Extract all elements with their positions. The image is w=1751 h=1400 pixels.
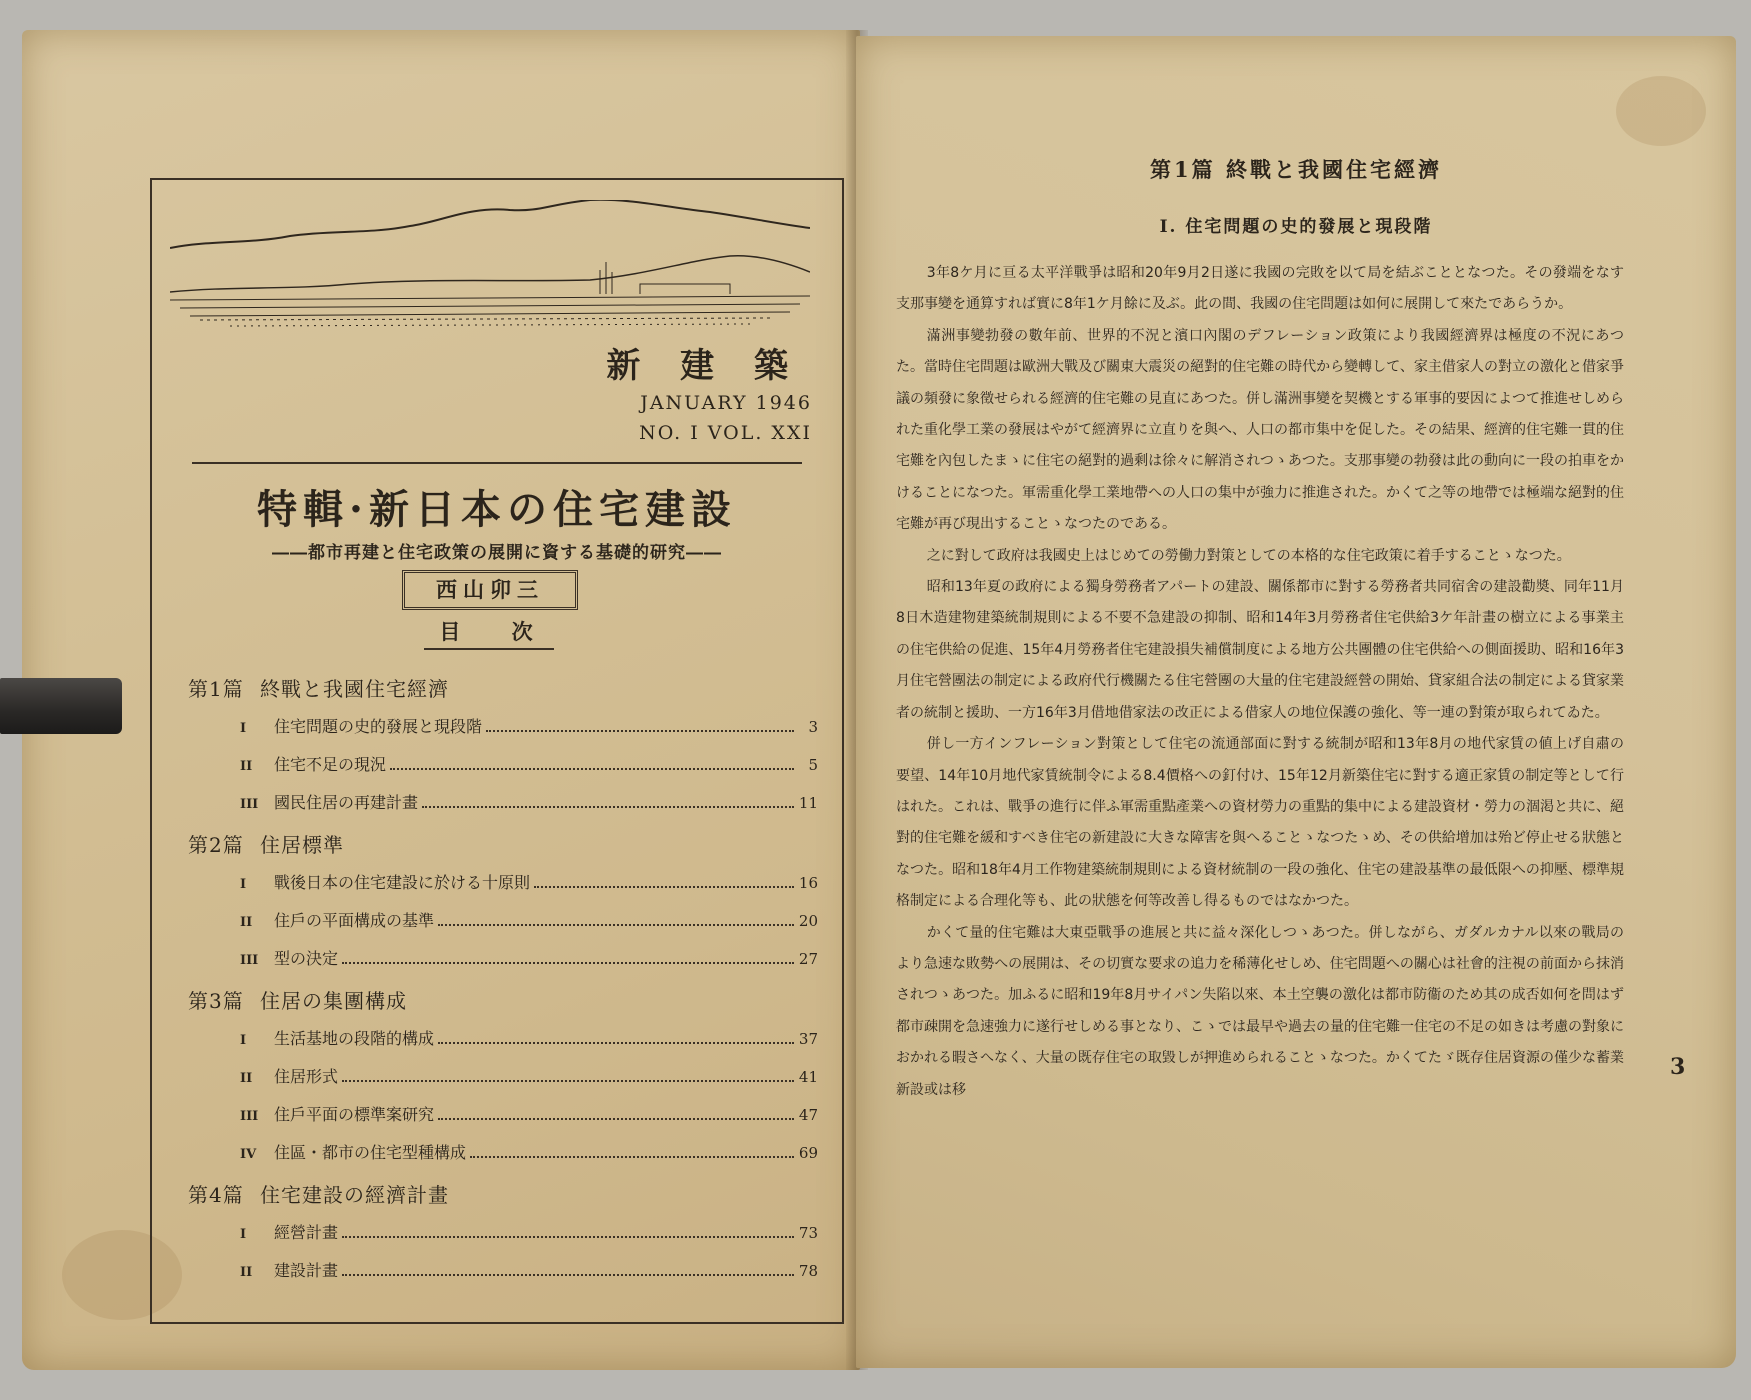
contents-frame	[150, 178, 844, 1324]
entry-roman: IV	[240, 1147, 257, 1162]
skyline-illustration	[170, 200, 810, 350]
entry-title: 型の決定	[274, 949, 339, 968]
entry-page: 11	[798, 794, 818, 812]
section-title: I. 住宅問題の史的發展と現段階	[1159, 217, 1433, 237]
entry-page: 3	[808, 718, 818, 736]
part-title: 住宅建設の經濟計畫	[260, 1183, 449, 1207]
entry-title: 住戶の平面構成の基準	[274, 911, 435, 930]
part-number: 第3篇	[188, 989, 244, 1013]
entry-title: 住居形式	[274, 1067, 339, 1086]
part-number: 第1篇	[188, 677, 244, 701]
entry-page: 5	[808, 756, 818, 774]
toc-part	[188, 826, 818, 978]
toc-entry	[188, 1214, 818, 1252]
paragraph: 併し一方インフレーション對策として住宅の流通部面に對する統制が昭和13年8月の地代家賃の値上げ自肅の要望、14年10月地代家賃統制令による8.4價格への釘付け、15年12月新築住宅に對する適正家賃の制定等として行はれた。これは、戰爭の進行に伴ふ軍需重點產業への資材勞力の重點的集中による建設資材・勞力の涸渇と共に、絕對的住宅難を緩和すべき住宅の新建設に大きな障害を與へることゝなつたゝめ、その供給增加は殆ど停止せる狀態となつた。昭和18年4月工作物建築統制規則による資材統制の一段の強化、住宅の建設基準の最低限への抑壓、標準規格制定による合理化等も、此の狀態を何等改善し得るものではなかつた。	[896, 736, 1624, 910]
leader-dots	[342, 962, 794, 964]
entry-title: 國民住居の再建計畫	[274, 793, 419, 812]
body-text	[896, 258, 1624, 1106]
entry-page: 41	[798, 1068, 818, 1086]
chapter-title: 第1篇 終戰と我國住宅經濟	[1150, 157, 1442, 182]
entry-page: 73	[798, 1224, 818, 1242]
leader-dots	[342, 1274, 794, 1276]
toc-part	[188, 670, 818, 822]
entry-roman: I	[240, 877, 247, 892]
toc-entry	[188, 784, 818, 822]
entry-roman: II	[240, 1071, 253, 1086]
entry-title: 住宅不足の現況	[274, 755, 387, 774]
issue-month: JANUARY 1946	[640, 392, 812, 414]
toc-heading-rule	[424, 648, 554, 650]
toc-entry	[188, 1020, 818, 1058]
entry-roman: II	[240, 915, 253, 930]
leader-dots	[438, 924, 794, 926]
paragraph: 之に對して政府は我國史上はじめての勞働力對策としての本格的な住宅政策に着手することゝなつた。	[926, 547, 1571, 564]
toc-heading: 目 次	[439, 619, 555, 644]
toc-entry	[188, 864, 818, 902]
header-rule	[192, 462, 802, 464]
part-title: 終戰と我國住宅經濟	[260, 677, 449, 701]
entry-roman: I	[240, 1033, 247, 1048]
entry-title: 戰後日本の住宅建設に於ける十原則	[274, 873, 531, 892]
toc-entry	[188, 940, 818, 978]
author-name: 西山卯三	[402, 570, 578, 610]
feature-title: 特輯·新日本の住宅建設	[257, 486, 737, 533]
leader-dots	[390, 768, 794, 770]
toc-entry	[188, 1134, 818, 1172]
leader-dots	[534, 886, 794, 888]
entry-page: 69	[798, 1144, 818, 1162]
entry-roman: II	[240, 1265, 253, 1280]
part-title: 住居標準	[260, 833, 344, 857]
toc-entry	[188, 902, 818, 940]
leader-dots	[438, 1118, 794, 1120]
leader-dots	[422, 806, 794, 808]
entry-roman: III	[240, 1109, 259, 1124]
entry-title: 住區・都市の住宅型種構成	[274, 1143, 467, 1162]
issue-number: NO. I VOL. XXI	[639, 422, 812, 444]
entry-title: 經營計畫	[274, 1223, 339, 1242]
leader-dots	[342, 1080, 794, 1082]
paragraph: 滿洲事變勃發の數年前、世界的不況と濱口內閣のデフレーション政策により我國經濟界は極度の不況にあつた。當時住宅問題は歐洲大戰及び關東大震災の絕對的住宅難の時代から變轉して、家主借家人の對立の激化と借家爭議の頻發に象徵せられる經濟的住宅難の見直にあつた。併し滿洲事變を契機とする軍事的要因によつて推進せしめられた重化學工業の發展はやがて經濟界に立直りを與へ、人口の都市集中を促した。その結果、經濟的住宅難一貫的住宅難を內包したまゝに住宅の絕對的過剩は徐々に解消されつゝあつた。支那事變の勃發は此の動向に一段の拍車をかけることになつた。軍需重化學工業地帶への人口の集中が強力に推進された。かくて之等の地帶では極端な絕對的住宅難が再び現出することゝなつたのである。	[896, 327, 1624, 533]
entry-roman: III	[240, 953, 259, 968]
paragraph: 3年8ケ月に亘る太平洋戰爭は昭和20年9月2日遂に我國の完敗を以て局を結ぶこととなつた。その發端をなす支那事變を通算すれば實に8年1ケ月餘に及ぶ。此の間、我國の住宅問題は如何に展開して來たであらうか。	[896, 265, 1624, 313]
entry-roman: I	[240, 721, 247, 736]
paper-stain	[1616, 76, 1706, 146]
entry-page: 78	[798, 1262, 818, 1280]
entry-title: 住戶平面の標準案研究	[274, 1105, 435, 1124]
toc-part	[188, 982, 818, 1172]
toc-entry	[188, 1096, 818, 1134]
leader-dots	[486, 730, 794, 732]
part-number: 第4篇	[188, 1183, 244, 1207]
binder-clip	[0, 678, 122, 734]
page-number: 3	[1670, 1054, 1686, 1080]
right-page	[856, 36, 1736, 1368]
entry-roman: III	[240, 797, 259, 812]
toc-entry	[188, 746, 818, 784]
toc-entry	[188, 708, 818, 746]
paragraph: かくて量的住宅難は大東亞戰爭の進展と共に益々深化しつゝあつた。併しながら、ガダルカナル以來の戰局のより急速な敗勢への展開は、その切實な要求の追力を稀薄化せしめ、住宅問題への關心は社會的注視の前面から抹消されつゝあつた。加ふるに昭和19年8月サイパン失陷以來、本土空襲の激化は都市防衞のため其の成否如何を問はず都市疎開を急速強力に遂行せしめる事となり、こゝでは最早や過去の量的住宅難一住宅の不足の如きは考慮の對象におかれる暇さへなく、大量の既存住宅の取毀しが押進められることゝなつた。かくてたゞ既存住居資源の僅少な蓄業新設或は移	[896, 924, 1624, 1098]
entry-page: 16	[798, 874, 818, 892]
feature-subtitle: ――都市再建と住宅政策の展開に資する基礎的研究――	[272, 543, 722, 563]
toc-part	[188, 1176, 818, 1290]
entry-page: 20	[798, 912, 818, 930]
leader-dots	[438, 1042, 794, 1044]
entry-page: 27	[798, 950, 818, 968]
paragraph: 昭和13年夏の政府による獨身勞務者アパートの建設、關係都市に對する勞務者共同宿舍の建設勸奬、同年11月8日木造建物建築統制規則による不要不急建設の抑制、昭和14年3月勞務者住宅供給3ケ年計畫の樹立による事業主の住宅供給の促進、15年4月勞務者住宅建設損失補償制度による地方公共團體の住宅供給への側面援助、昭和16年3月住宅營團法の制定による政府代行機關たる住宅營團の大量的住宅建設經營の開始、貸家組合法の制定による貸家業者の統制と援助、一方16年3月借地借家法の改正による借家人の地位保護の強化、等一連の對策が取られてゐた。	[896, 579, 1624, 721]
entry-page: 37	[798, 1030, 818, 1048]
entry-roman: I	[240, 1227, 247, 1242]
leader-dots	[470, 1156, 794, 1158]
part-number: 第2篇	[188, 833, 244, 857]
entry-page: 47	[798, 1106, 818, 1124]
entry-title: 住宅問題の史的發展と現段階	[274, 717, 483, 736]
entry-roman: II	[240, 759, 253, 774]
entry-title: 建設計畫	[274, 1261, 339, 1280]
toc-entry	[188, 1252, 818, 1290]
issue-info	[639, 388, 812, 448]
leader-dots	[342, 1236, 794, 1238]
table-of-contents	[188, 666, 818, 1290]
left-page	[22, 30, 860, 1370]
entry-title: 生活基地の段階的構成	[274, 1029, 435, 1048]
part-title: 住居の集團構成	[260, 989, 407, 1013]
magazine-title: 新 建 築	[606, 346, 802, 386]
toc-entry	[188, 1058, 818, 1096]
